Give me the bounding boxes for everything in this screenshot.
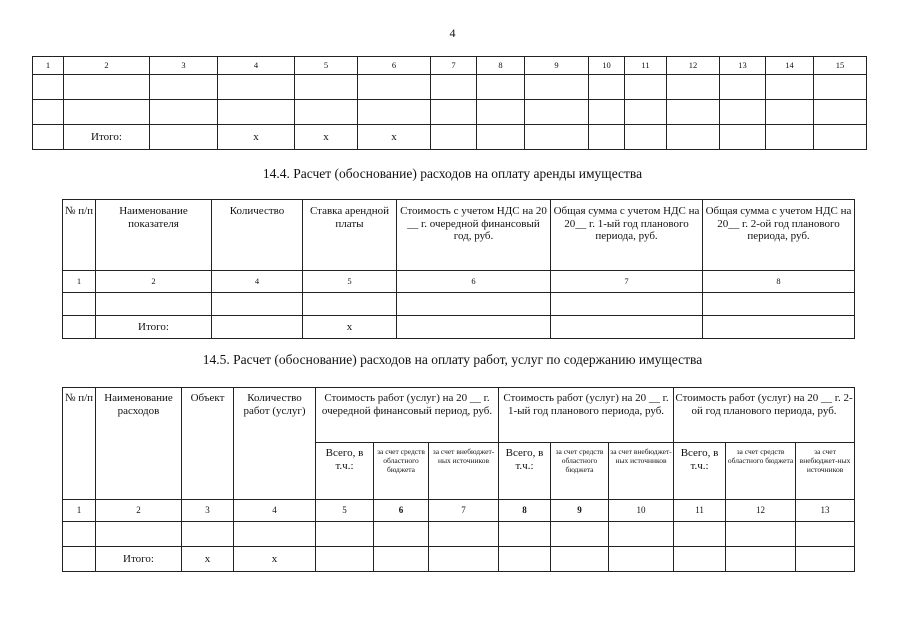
header-quantity: Количество bbox=[212, 200, 303, 271]
total-cell[interactable] bbox=[525, 125, 589, 150]
column-number: 4 bbox=[218, 57, 295, 75]
total-cell[interactable] bbox=[316, 547, 374, 572]
table-cell[interactable] bbox=[589, 75, 625, 100]
table-cell[interactable] bbox=[625, 75, 667, 100]
column-number: 10 bbox=[589, 57, 625, 75]
total-cell[interactable] bbox=[609, 547, 674, 572]
table-cell[interactable] bbox=[63, 522, 96, 547]
header-row bbox=[63, 200, 855, 271]
column-number: 3 bbox=[182, 500, 234, 522]
total-row bbox=[33, 125, 867, 150]
table-row bbox=[63, 293, 855, 316]
table-cell[interactable] bbox=[796, 522, 855, 547]
total-cell: x bbox=[234, 547, 316, 572]
total-cell[interactable] bbox=[374, 547, 429, 572]
column-number: 9 bbox=[525, 57, 589, 75]
column-number: 3 bbox=[150, 57, 218, 75]
total-cell[interactable] bbox=[720, 125, 766, 150]
rent-expenses-table bbox=[62, 199, 855, 339]
column-numbers-row bbox=[33, 57, 867, 75]
table-cell[interactable] bbox=[766, 100, 814, 125]
subheader-regional-budget: за счет средств областного бюджета bbox=[374, 443, 429, 500]
subheader-total: Всего, в т.ч.: bbox=[674, 443, 726, 500]
subheader-total: Всего, в т.ч.: bbox=[499, 443, 551, 500]
table-cell[interactable] bbox=[303, 293, 397, 316]
header-name: Наименование расходов bbox=[96, 388, 182, 500]
table-row bbox=[33, 100, 867, 125]
table-cell[interactable] bbox=[477, 75, 525, 100]
table-cell[interactable] bbox=[150, 100, 218, 125]
table-cell[interactable] bbox=[525, 75, 589, 100]
table-cell[interactable] bbox=[525, 100, 589, 125]
total-cell[interactable] bbox=[726, 547, 796, 572]
total-cell[interactable] bbox=[667, 125, 720, 150]
table-cell[interactable] bbox=[477, 100, 525, 125]
header-num: № п/п bbox=[63, 388, 96, 500]
table-cell[interactable] bbox=[96, 293, 212, 316]
table-cell[interactable] bbox=[358, 100, 431, 125]
column-number: 6 bbox=[397, 271, 551, 293]
table-cell[interactable] bbox=[64, 100, 150, 125]
table-cell[interactable] bbox=[182, 522, 234, 547]
column-number: 5 bbox=[316, 500, 374, 522]
header-cost-current: Стоимость работ (услуг) на 20 __ г. очередной финансовый период, руб. bbox=[316, 388, 499, 443]
header-cost-current: Стоимость с учетом НДС на 20 __ г. очередной финансовый год, руб. bbox=[397, 200, 551, 271]
column-number: 4 bbox=[212, 271, 303, 293]
column-number: 6 bbox=[374, 500, 429, 522]
column-number: 12 bbox=[726, 500, 796, 522]
table-cell[interactable] bbox=[814, 75, 867, 100]
column-numbers-row bbox=[63, 271, 855, 293]
total-cell[interactable] bbox=[589, 125, 625, 150]
column-number: 2 bbox=[96, 500, 182, 522]
table-cell[interactable] bbox=[609, 522, 674, 547]
header-num: № п/п bbox=[63, 200, 96, 271]
table-cell[interactable] bbox=[625, 100, 667, 125]
column-number: 6 bbox=[358, 57, 431, 75]
column-number: 2 bbox=[96, 271, 212, 293]
total-cell: x bbox=[295, 125, 358, 150]
total-cell[interactable] bbox=[63, 316, 96, 339]
total-row bbox=[63, 547, 855, 572]
subheader-regional-budget: за счет средств областного бюджета bbox=[726, 443, 796, 500]
subheader-total: Всего, в т.ч.: bbox=[316, 443, 374, 500]
column-number: 10 bbox=[609, 500, 674, 522]
column-number: 13 bbox=[720, 57, 766, 75]
total-cell[interactable] bbox=[429, 547, 499, 572]
table-cell[interactable] bbox=[726, 522, 796, 547]
table-cell[interactable] bbox=[218, 75, 295, 100]
table-cell[interactable] bbox=[551, 293, 703, 316]
table-cell[interactable] bbox=[33, 75, 64, 100]
total-cell[interactable] bbox=[703, 316, 855, 339]
table-cell[interactable] bbox=[674, 522, 726, 547]
column-number: 1 bbox=[63, 500, 96, 522]
column-number: 13 bbox=[796, 500, 855, 522]
total-label: Итого: bbox=[96, 547, 182, 572]
total-cell: x bbox=[303, 316, 397, 339]
table-cell[interactable] bbox=[295, 100, 358, 125]
total-cell[interactable] bbox=[477, 125, 525, 150]
table-cell[interactable] bbox=[358, 75, 431, 100]
table-cell[interactable] bbox=[766, 75, 814, 100]
column-number: 7 bbox=[551, 271, 703, 293]
header-rate: Ставка арендной платы bbox=[303, 200, 397, 271]
table-cell[interactable] bbox=[96, 522, 182, 547]
column-number: 8 bbox=[477, 57, 525, 75]
table-cell[interactable] bbox=[397, 293, 551, 316]
total-cell[interactable] bbox=[431, 125, 477, 150]
total-cell[interactable] bbox=[397, 316, 551, 339]
header-total-plan1: Общая сумма с учетом НДС на 20__ г. 1-ый год планового периода, руб. bbox=[551, 200, 703, 271]
total-cell[interactable] bbox=[625, 125, 667, 150]
column-number: 12 bbox=[667, 57, 720, 75]
column-number: 5 bbox=[303, 271, 397, 293]
section-title-14-4: 14.4. Расчет (обоснование) расходов на оплату аренды имущества bbox=[262, 166, 643, 181]
subheader-extrabudgetary: за счет внебюджет-ных источников bbox=[429, 443, 499, 500]
column-number: 7 bbox=[431, 57, 477, 75]
table-cell[interactable] bbox=[234, 522, 316, 547]
section-title-14-5: 14.5. Расчет (обоснование) расходов на оплату работ, услуг по содержанию имущества bbox=[202, 352, 703, 367]
total-cell[interactable] bbox=[551, 316, 703, 339]
header-cost-plan2: Стоимость работ (услуг) на 20 __ г. 2-ой год планового периода, руб. bbox=[674, 388, 855, 443]
header-cost-plan1: Стоимость работ (услуг) на 20 __ г. 1-ый год планового периода, руб. bbox=[499, 388, 674, 443]
header-quantity: Количество работ (услуг) bbox=[234, 388, 316, 500]
header-row bbox=[63, 388, 855, 443]
total-label: Итого: bbox=[96, 316, 212, 339]
total-cell[interactable] bbox=[766, 125, 814, 150]
total-cell[interactable] bbox=[796, 547, 855, 572]
table-cell[interactable] bbox=[667, 75, 720, 100]
total-cell[interactable] bbox=[499, 547, 551, 572]
total-cell[interactable] bbox=[551, 547, 609, 572]
table-cell[interactable] bbox=[703, 293, 855, 316]
column-number: 1 bbox=[33, 57, 64, 75]
table-cell[interactable] bbox=[150, 75, 218, 100]
continuation-table bbox=[32, 56, 867, 150]
table-cell[interactable] bbox=[212, 293, 303, 316]
table-cell[interactable] bbox=[499, 522, 551, 547]
column-number: 5 bbox=[295, 57, 358, 75]
total-cell[interactable] bbox=[212, 316, 303, 339]
total-row bbox=[63, 316, 855, 339]
total-cell[interactable] bbox=[674, 547, 726, 572]
table-cell[interactable] bbox=[374, 522, 429, 547]
table-row bbox=[33, 75, 867, 100]
total-cell[interactable] bbox=[63, 547, 96, 572]
header-name: Наименование показателя bbox=[96, 200, 212, 271]
column-number: 2 bbox=[64, 57, 150, 75]
total-cell[interactable] bbox=[33, 125, 64, 150]
column-number: 1 bbox=[63, 271, 96, 293]
header-object: Объект bbox=[182, 388, 234, 500]
column-number: 9 bbox=[551, 500, 609, 522]
total-cell: x bbox=[182, 547, 234, 572]
page-number: 4 bbox=[449, 26, 456, 40]
table-cell[interactable] bbox=[63, 293, 96, 316]
subheader-extrabudgetary: за счет внебюджет-ных источников bbox=[796, 443, 855, 500]
maintenance-expenses-table bbox=[62, 387, 855, 572]
total-cell: x bbox=[358, 125, 431, 150]
column-number: 15 bbox=[814, 57, 867, 75]
table-cell[interactable] bbox=[64, 75, 150, 100]
column-number: 11 bbox=[625, 57, 667, 75]
column-number: 4 bbox=[234, 500, 316, 522]
total-cell[interactable] bbox=[814, 125, 867, 150]
table-cell[interactable] bbox=[667, 100, 720, 125]
subheader-extrabudgetary: за счет внебюджет-ных источников bbox=[609, 443, 674, 500]
subheader-regional-budget: за счет средств областного бюджета bbox=[551, 443, 609, 500]
table-cell[interactable] bbox=[431, 100, 477, 125]
column-number: 7 bbox=[429, 500, 499, 522]
column-number: 8 bbox=[703, 271, 855, 293]
total-cell: x bbox=[218, 125, 295, 150]
table-cell[interactable] bbox=[33, 100, 64, 125]
table-cell[interactable] bbox=[429, 522, 499, 547]
table-cell[interactable] bbox=[431, 75, 477, 100]
table-cell[interactable] bbox=[720, 75, 766, 100]
table-cell[interactable] bbox=[589, 100, 625, 125]
table-cell[interactable] bbox=[218, 100, 295, 125]
table-row bbox=[63, 522, 855, 547]
total-label: Итого: bbox=[64, 125, 150, 150]
column-number: 14 bbox=[766, 57, 814, 75]
column-number: 8 bbox=[499, 500, 551, 522]
table-cell[interactable] bbox=[720, 100, 766, 125]
table-cell[interactable] bbox=[295, 75, 358, 100]
table-cell[interactable] bbox=[814, 100, 867, 125]
column-number: 11 bbox=[674, 500, 726, 522]
table-cell[interactable] bbox=[551, 522, 609, 547]
header-total-plan2: Общая сумма с учетом НДС на 20__ г. 2-ой год планового периода, руб. bbox=[703, 200, 855, 271]
table-cell[interactable] bbox=[316, 522, 374, 547]
column-numbers-row bbox=[63, 500, 855, 522]
total-cell[interactable] bbox=[150, 125, 218, 150]
